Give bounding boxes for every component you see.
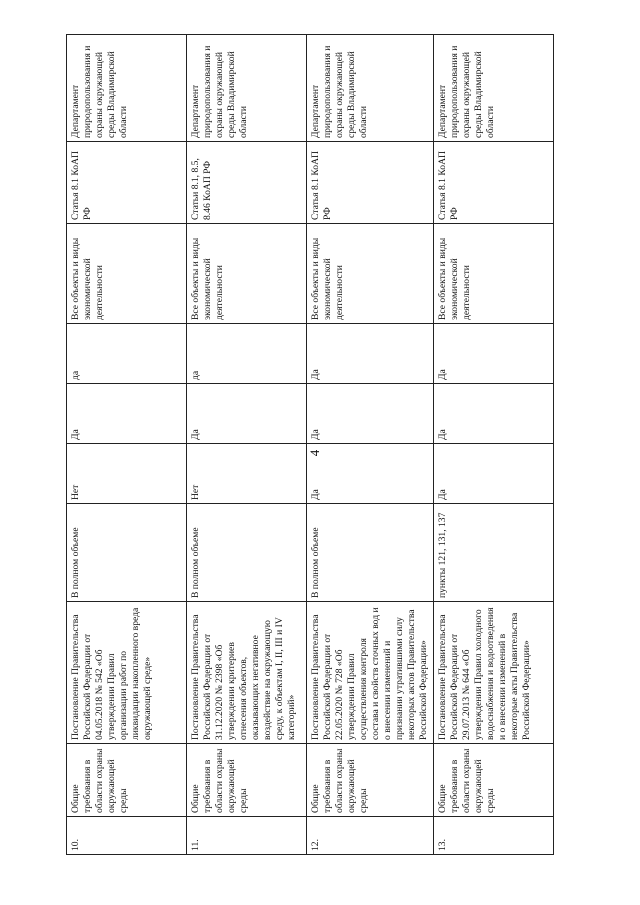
- liability-cell: Статья 8.1 КоАП РФ: [67, 142, 187, 224]
- flag-cell-1: Нет: [187, 444, 307, 504]
- requirements-cell: Общие требования в области охраны окружающей среды: [67, 744, 187, 817]
- table-row: [187, 35, 307, 855]
- row-number: 11.: [187, 817, 307, 855]
- liability-cell: Статьи 8.1, 8.5, 8.46 КоАП РФ: [187, 142, 307, 224]
- flag-cell-2: Да: [67, 384, 187, 444]
- requirements-table: [66, 34, 554, 855]
- flag-cell-2: Да: [434, 384, 554, 444]
- authority-cell: Департамент природопользования и охраны окружающей среды Владимирской области: [67, 35, 187, 142]
- objects-cell: Все объекты и виды экономической деятельности: [67, 224, 187, 324]
- objects-cell: Все объекты и виды экономической деятельности: [187, 224, 307, 324]
- flag-cell-3: Да: [307, 324, 434, 384]
- requirements-cell: Общие требования в области охраны окружающей среды: [187, 744, 307, 817]
- authority-cell: Департамент природопользования и охраны окружающей среды Владимирской области: [307, 35, 434, 142]
- scope-cell: пункты 121, 131, 137: [434, 504, 554, 602]
- table-row: [307, 35, 434, 855]
- legal-act-cell: Постановление Правительства Российской Федерации от 31.12.2020 № 2398 «Об утверждении критериев отнесения объектов, оказывающих негативное воздействие на окружающую среду, к объектам I, II, III и IV категорий»: [187, 602, 307, 744]
- legal-act-cell: Постановление Правительства Российской Федерации от 04.05.2018 № 542 «Об утверждении Правил организации работ по ликвидации накопленного вреда окружающей среде»: [67, 602, 187, 744]
- row-number: 13.: [434, 817, 554, 855]
- flag-cell-3: да: [67, 324, 187, 384]
- flag-cell-1: Да: [434, 444, 554, 504]
- legal-act-cell: Постановление Правительства Российской Федерации от 22.05.2020 № 728 «Об утверждении Правил осуществления контроля состава и свойств сточных вод и о внесении изменений и признании утратившими силу некоторых актов Правительства Российской Федерации»: [307, 602, 434, 744]
- table-row: [67, 35, 187, 855]
- flag-cell-2: Да: [307, 384, 434, 444]
- flag-cell-1: Нет: [67, 444, 187, 504]
- flag-cell-1: Да: [307, 444, 434, 504]
- table-row: [434, 35, 554, 855]
- flag-cell-2: Да: [187, 384, 307, 444]
- scope-cell: В полном объеме: [187, 504, 307, 602]
- authority-cell: Департамент природопользования и охраны окружающей среды Владимирской области: [434, 35, 554, 142]
- flag-cell-3: да: [187, 324, 307, 384]
- objects-cell: Все объекты и виды экономической деятельности: [307, 224, 434, 324]
- liability-cell: Статья 8.1 КоАП РФ: [307, 142, 434, 224]
- requirements-cell: Общие требования в области охраны окружающей среды: [307, 744, 434, 817]
- authority-cell: Департамент природопользования и охраны окружающей среды Владимирской области: [187, 35, 307, 142]
- row-number: 12.: [307, 817, 434, 855]
- row-number: 10.: [67, 817, 187, 855]
- flag-cell-3: Да: [434, 324, 554, 384]
- liability-cell: Статья 8.1 КоАП РФ: [434, 142, 554, 224]
- requirements-cell: Общие требования в области охраны окружающей среды: [434, 744, 554, 817]
- objects-cell: Все объекты и виды экономической деятельности: [434, 224, 554, 324]
- rotated-table-sheet: [66, 35, 546, 855]
- legal-act-cell: Постановление Правительства Российской Федерации от 29.07.2013 № 644 «Об утверждении Правил холодного водоснабжения и водоотведения и о внесении изменений в некоторые акты Правительства Российской Федерации»: [434, 602, 554, 744]
- scope-cell: В полном объеме: [67, 504, 187, 602]
- page-number: 4: [307, 449, 322, 457]
- scope-cell: В полном объеме: [307, 504, 434, 602]
